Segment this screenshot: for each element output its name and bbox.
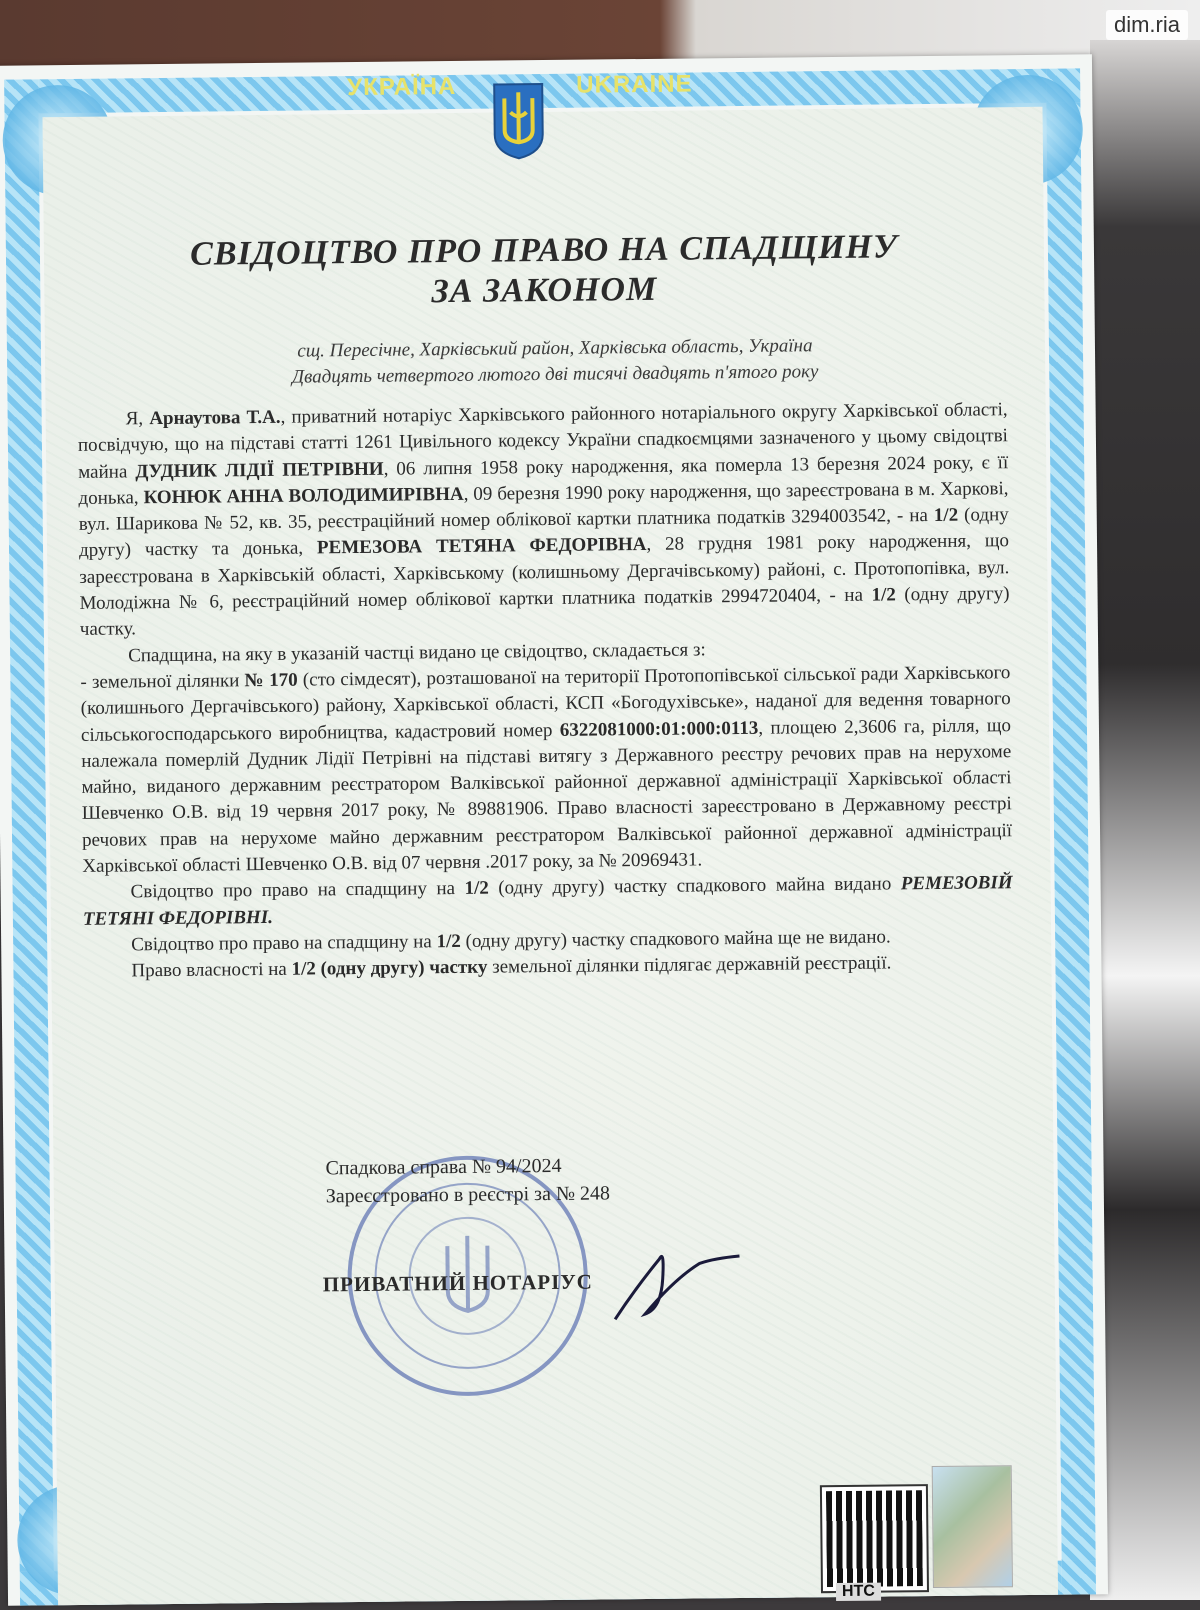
inheritance-case-number: Спадкова справа № 94/2024 — [325, 1154, 562, 1180]
text-run: , 09 березня 1990 року народження, що зареєстрована в м. Харкові, вул. Шарикова № 52, кв. 35, реєстраційний номер облікової картки платника податків 3294003542, - на — [78, 478, 1009, 536]
paragraph-heirs — [78, 397, 1010, 643]
handwritten-signature — [604, 1218, 745, 1329]
text-run: , приватний нотаріус Харківського районного нотаріального округу Харківської області, посвідчую, що на підставі статті 1261 Цивільного кодексу України спадкоємцями зазначеного у цьому свідоцтві майна — [77, 399, 1009, 483]
text-run: (одну другу) частку спадкового майна ще не видано. — [460, 926, 891, 952]
paragraph-estate-intro: Спадщина, на яку в указаній частці видано це свідоцтво, складається з: — [128, 639, 706, 667]
text-run: Право власності на — [131, 958, 292, 982]
notary-name: Арнаутова Т.А. — [149, 406, 281, 430]
country-label-en: UKRAINE — [576, 70, 693, 99]
text-run: (одну другу) частку. — [79, 583, 1010, 641]
share-fraction: 1/2 (одну другу) частку — [291, 956, 488, 980]
site-watermark: dim.ria — [1106, 10, 1188, 40]
notary-title: ПРИВАТНИЙ НОТАРІУС — [322, 1269, 593, 1297]
share-fraction: 1/2 — [464, 877, 489, 900]
qr-label: НТС — [836, 1583, 881, 1601]
text-run: (одну другу) частку та донька, — [78, 504, 1009, 562]
background-surface-right — [1090, 40, 1200, 1600]
text-run: Свідоцтво про право на спадщину на — [131, 931, 437, 956]
heir-name-1: КОНЮК АННА ВОЛОДИМИРІВНА — [143, 483, 464, 509]
text-run: (одну другу) частку спадкового майна видано — [488, 873, 901, 899]
text-run: , площею 2,3606 га, рілля, що належала померлій Дудник Лідії Петрівні на підставі витягу з Державного реєстру речових прав на нерухоме майно, виданого державним реєстратором Валківської районної державної адміністрації Харківської області Шевченко О.В. від 19 червня 2017 року, № 89881906. Право власності зареєстровано в Державному реєстрі речових прав на нерухоме майно державним реєстратором Валківської районної державної адміністрації Харківської області Шевченко О.В. від 07 червня .2017 року, за № 20969431. — [81, 714, 1013, 877]
deceased-name: ДУДНИК ЛІДІЇ ПЕТРІВНИ — [135, 458, 384, 482]
registry-number: Зареєстровано в реєстрі за № 248 — [325, 1182, 611, 1208]
place-line: сщ. Пересічне, Харківський район, Харківська область, Україна — [297, 335, 813, 362]
trident-emblem-icon — [490, 82, 547, 161]
certificate-sheet — [0, 54, 1108, 1605]
text-run: земельної ділянки підлягає державній реєстрації. — [487, 952, 892, 978]
text-run: - земельної ділянки — [80, 670, 245, 693]
text-run: Я, — [125, 408, 150, 430]
paragraph-land-plot — [80, 660, 1012, 880]
date-line: Двадцять четвертого лютого дві тисячі двадцять п'ятого року — [291, 361, 819, 388]
recipient-name: РЕМЕЗОВІЙ ТЕТЯНІ ФЕДОРІВНІ. — [82, 872, 1013, 930]
text-run: , 06 липня 1958 року народження, яка померла 13 березня 2024 року, є її донька, — [78, 451, 1009, 509]
plot-number: № 170 — [244, 669, 298, 692]
certificate-text — [78, 397, 1014, 985]
document-title-line1: СВІДОЦТВО ПРО ПРАВО НА СПАДЩИНУ — [189, 228, 898, 273]
document-title-line2: ЗА ЗАКОНОМ — [431, 270, 658, 311]
text-run: Свідоцтво про право на спадщину на — [130, 878, 465, 903]
cadastral-number: 6322081000:01:000:0113 — [559, 717, 759, 741]
security-hologram — [932, 1465, 1013, 1588]
country-label-ua: УКРАЇНА — [347, 72, 457, 102]
share-fraction: 1/2 — [871, 584, 896, 606]
paragraph-issued — [83, 871, 1013, 933]
heir-name-2: РЕМЕЗОВА ТЕТЯНА ФЕДОРІВНА — [316, 534, 647, 559]
text-run: (сто сімдесят), розташованої на території Протопопівської сільської ради Харківського (колишнього Дергачівського) району, Харківської області, КСП «Богодухівське», наданої для ведення товарного сільськогосподарського виробництва, кадастровий номер — [80, 662, 1011, 746]
text-run: , 28 грудня 1981 року народження, що зареєстрована в Харківській області, Харківському (колишньому Дергачівському) районі, с. Протопопівка, вул. Молодіжна № 6, реєстраційний номер облікової картки платника податків 2994720404, - на — [79, 530, 1010, 614]
share-fraction: 1/2 — [436, 930, 461, 953]
qr-code — [822, 1486, 927, 1591]
share-fraction: 1/2 — [933, 504, 959, 527]
